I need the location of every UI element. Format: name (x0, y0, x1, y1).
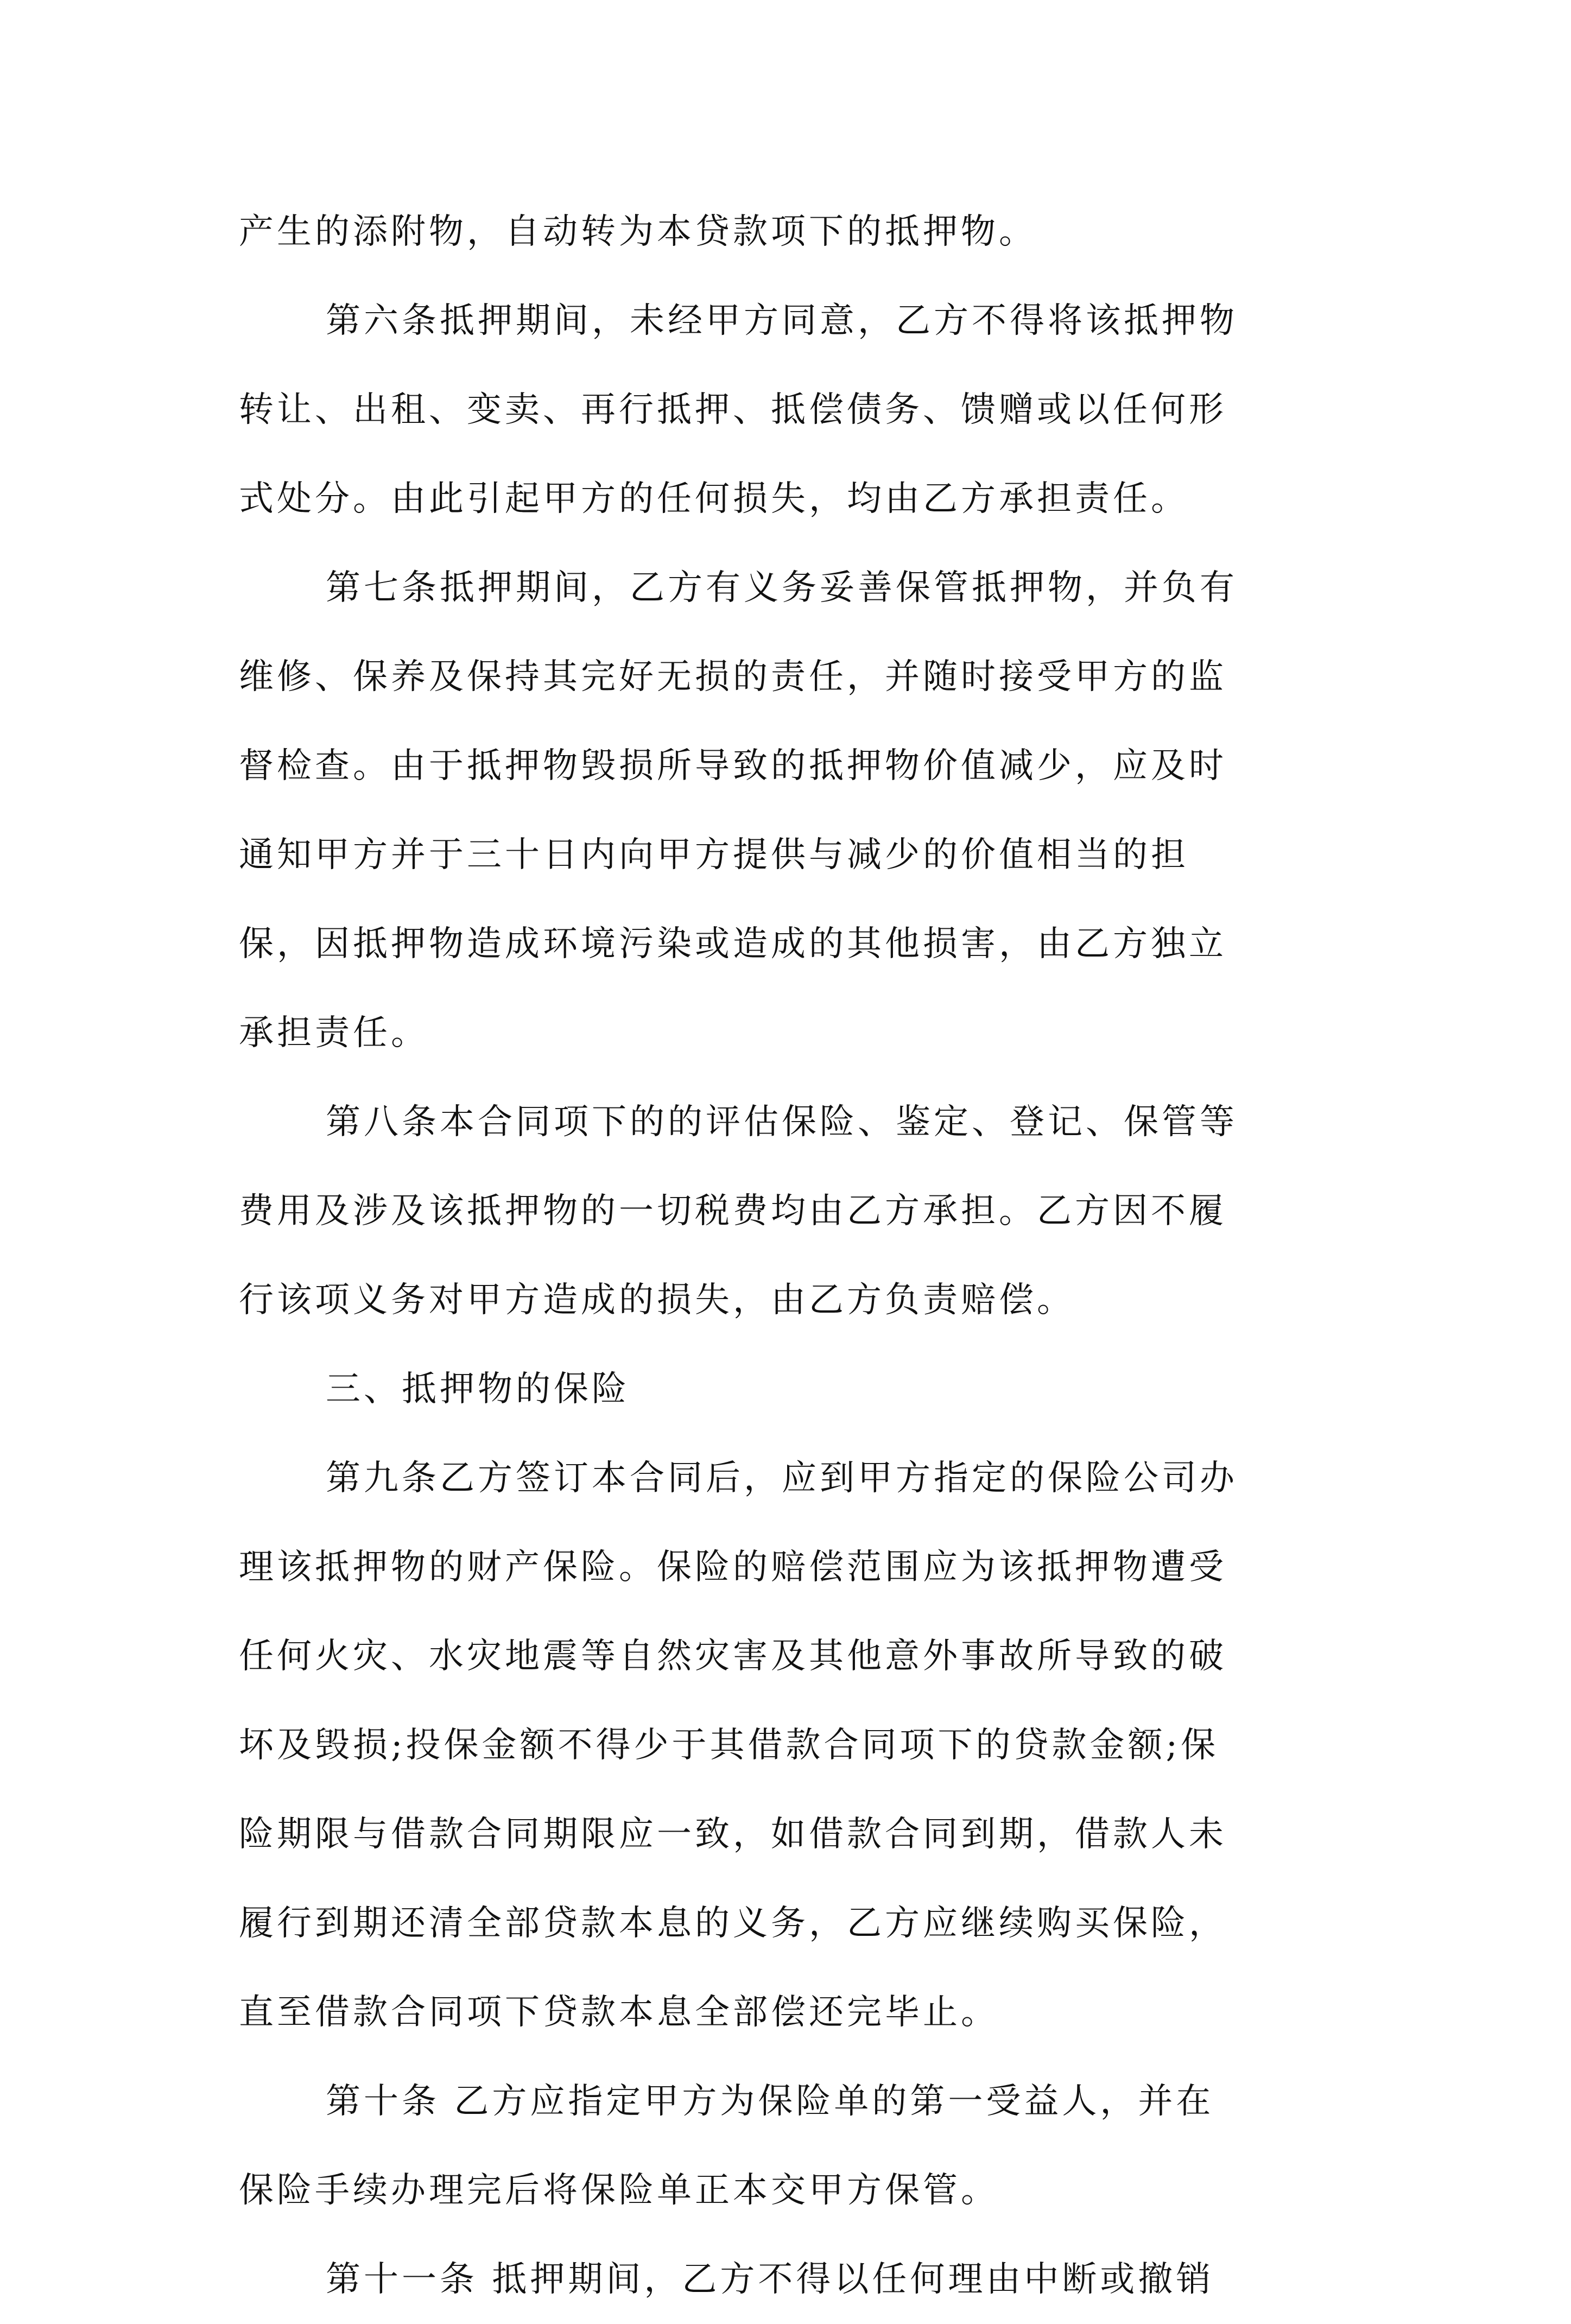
text-line: 直至借款合同项下贷款本息全部偿还完毕止。 (239, 1992, 999, 2032)
text-line: 通知甲方并于三十日内向甲方提供与减少的价值相当的担 (239, 835, 1189, 875)
text-line: 履行到期还清全部贷款本息的义务，乙方应继续购买保险， (239, 1903, 1227, 1943)
text-line: 任何火灾、水灾地震等自然灾害及其他意外事故所导致的破 (239, 1636, 1227, 1676)
article-6-first-line: 第六条抵押期间，未经甲方同意，乙方不得将该抵押物 (326, 301, 1238, 341)
text-line: 式处分。由此引起甲方的任何损失，均由乙方承担责任。 (239, 479, 1189, 519)
section-heading: 三、抵押物的保险 (326, 1369, 630, 1409)
text-line: 理该抵押物的财产保险。保险的赔偿范围应为该抵押物遭受 (239, 1547, 1227, 1587)
article-9-first-line: 第九条乙方签订本合同后，应到甲方指定的保险公司办 (326, 1458, 1238, 1498)
text-line: 保，因抵押物造成环境污染或造成的其他损害，由乙方独立 (239, 924, 1227, 964)
text-line: 费用及涉及该抵押物的一切税费均由乙方承担。乙方因不履 (239, 1191, 1227, 1231)
text-line: 坏及毁损;投保金额不得少于其借款合同项下的贷款金额;保 (239, 1725, 1219, 1765)
contract-text (239, 187, 1341, 2324)
article-10-first-line: 第十条 乙方应指定甲方为保险单的第一受益人，并在 (326, 2081, 1214, 2122)
text-line: 转让、出租、变卖、再行抵押、抵偿债务、馈赠或以任何形 (239, 390, 1227, 430)
text-line: 维修、保养及保持其完好无损的责任，并随时接受甲方的监 (239, 657, 1227, 697)
text-line: 产生的添附物，自动转为本贷款项下的抵押物。 (239, 212, 1037, 252)
text-line: 督检查。由于抵押物毁损所导致的抵押物价值减少，应及时 (239, 746, 1227, 786)
text-line: 保险手续办理完后将保险单正本交甲方保管。 (239, 2170, 999, 2211)
article-8-first-line: 第八条本合同项下的的评估保险、鉴定、登记、保管等 (326, 1102, 1238, 1142)
article-11-first-line: 第十一条 抵押期间，乙方不得以任何理由中断或撤销 (326, 2259, 1214, 2300)
text-line: 险期限与借款合同期限应一致，如借款合同到期，借款人未 (239, 1814, 1227, 1854)
text-line: 承担责任。 (239, 1013, 429, 1053)
text-line: 行该项义务对甲方造成的损失，由乙方负责赔偿。 (239, 1280, 1075, 1320)
article-7-first-line: 第七条抵押期间，乙方有义务妥善保管抵押物，并负有 (326, 568, 1238, 608)
